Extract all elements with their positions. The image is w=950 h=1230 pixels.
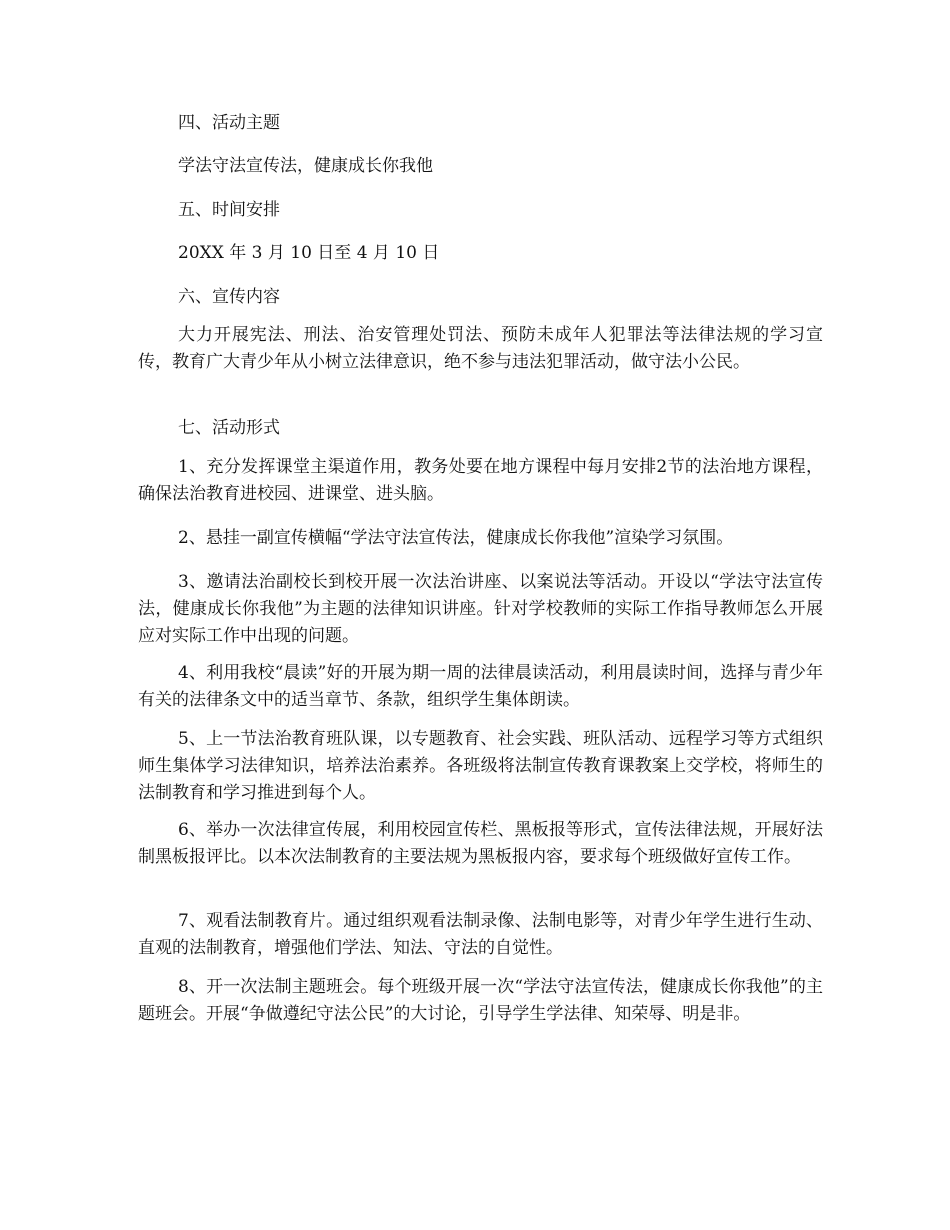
section-heading-theme: 四、活动主题 xyxy=(178,113,280,133)
list-item: 3、邀请法治副校长到校开展一次法治讲座、以案说法等活动。开设以“学法守法宣传法，健康成长你我他”为主题的法律知识讲座。针对学校教师的实际工作指导教师怎么开展应对实际工作中出现的问题。 xyxy=(138,572,823,646)
schedule-text: 20XX 年 3 月 10 日至 4 月 10 日 xyxy=(178,243,440,263)
section-heading-forms: 七、活动形式 xyxy=(178,418,280,438)
list-item: 1、充分发挥课堂主渠道作用，教务处要在地方课程中每月安排2节的法治地方课程，确保法治教育进校园、进课堂、进头脑。 xyxy=(138,457,823,504)
list-item: 4、利用我校“晨读”好的开展为期一周的法律晨读活动，利用晨读时间，选择与青少年有关的法律条文中的适当章节、条款，组织学生集体朗读。 xyxy=(138,663,823,710)
theme-text: 学法守法宣传法，健康成长你我他 xyxy=(178,156,433,176)
content-paragraph: 大力开展宪法、刑法、治安管理处罚法、预防未成年人犯罪法等法律法规的学习宣传，教育广大青少年从小树立法律意识，绝不参与违法犯罪活动，做守法小公民。 xyxy=(138,325,823,372)
list-item: 7、观看法制教育片。通过组织观看法制录像、法制电影等，对青少年学生进行生动、直观的法制教育，增强他们学法、知法、守法的自觉性。 xyxy=(138,911,823,958)
section-heading-schedule: 五、时间安排 xyxy=(178,200,280,220)
list-item: 2、悬挂一副宣传横幅“学法守法宣传法，健康成长你我他”渲染学习氛围。 xyxy=(178,528,734,548)
section-heading-content: 六、宣传内容 xyxy=(178,287,280,307)
list-item: 6、举办一次法律宣传展，利用校园宣传栏、黑板报等形式，宣传法律法规，开展好法制黑板报评比。以本次法制教育的主要法规为黑板报内容，要求每个班级做好宣传工作。 xyxy=(138,820,823,867)
list-item: 8、开一次法制主题班会。每个班级开展一次“学法守法宣传法，健康成长你我他”的主题班会。开展“争做遵纪守法公民”的大讨论，引导学生学法律、知荣辱、明是非。 xyxy=(138,977,823,1024)
list-item: 5、上一节法治教育班队课，以专题教育、社会实践、班队活动、远程学习等方式组织师生集体学习法律知识，培养法治素养。各班级将法制宣传教育课教案上交学校，将师生的法制教育和学习推进到每个人。 xyxy=(138,729,823,803)
